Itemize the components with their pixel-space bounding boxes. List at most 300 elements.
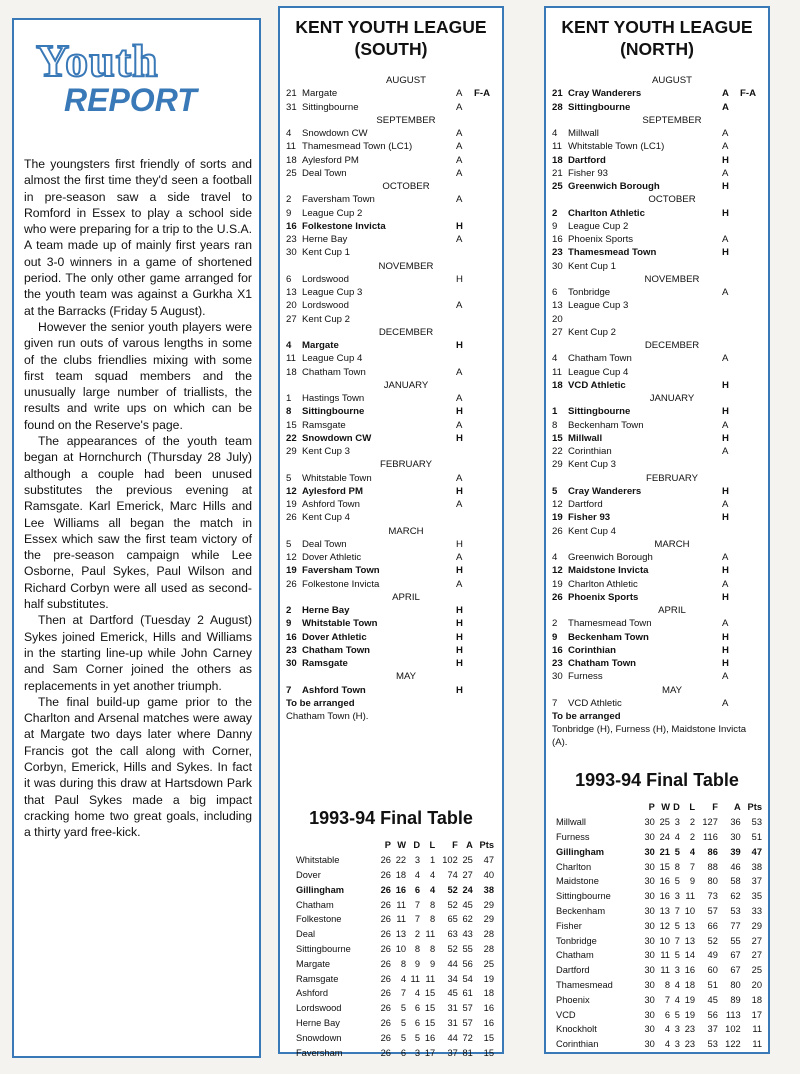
table-stat-cell: 80 (707, 876, 718, 887)
fixture-row (286, 405, 496, 418)
table-stat-cell: 16 (684, 965, 696, 976)
fixture-venue: A (722, 353, 729, 365)
fixture-date: 21 (552, 167, 563, 179)
fixture-row (552, 405, 762, 418)
fixture-opponent (568, 313, 722, 326)
table-stat-cell: 6 (414, 884, 421, 895)
table-header-cell: A (733, 802, 741, 813)
table-stat-cell: 7 (689, 861, 696, 872)
fixture-opponent: Corinthian (568, 446, 612, 457)
table-stat-cell: 14 (684, 950, 696, 961)
fixture-row (552, 207, 762, 220)
fixture-opponent: Herne Bay (302, 234, 348, 245)
table-row (296, 1001, 494, 1016)
month-header (286, 180, 496, 193)
month-name: AUGUST (652, 75, 692, 86)
fixture-date: 23 (286, 644, 297, 656)
table-stat-cell: 11 (410, 973, 421, 984)
table-stat-cell: 8 (430, 899, 436, 910)
table-team-cell: Whitstable (296, 855, 340, 866)
table-stat-cell: 16 (659, 891, 670, 902)
month-header (552, 193, 762, 206)
final-table (296, 838, 494, 1060)
fixture-opponent: Fisher 93 (568, 167, 608, 179)
table-stat-cell: 11 (425, 973, 436, 984)
to-be-arranged-label: To be arranged (286, 697, 355, 709)
fixture-row (286, 578, 496, 591)
table-team-cell: Charlton (556, 861, 592, 872)
fixture-row (552, 432, 762, 445)
fixture-opponent: Tonbridge (568, 287, 611, 298)
table-stat-cell: 18 (395, 869, 407, 880)
table-stat-cell: 30 (644, 994, 655, 1005)
table-stat-cell: 5 (674, 950, 680, 961)
fixture-venue (722, 366, 762, 379)
table-stat-cell: 18 (684, 979, 696, 990)
table-team-cell: Fisher (556, 920, 582, 931)
fixture-opponent: Margate (302, 88, 338, 100)
table-stat-cell: 52 (447, 884, 458, 895)
month-header (286, 260, 496, 273)
fixture-opponent: Kent Cup 3 (568, 459, 617, 471)
report-paragraph: Then at Dartford (Tuesday 2 August) Sykes joined Emerick, Hills and Williams in the starting line-up while John Carney and Sam Corner joined the others as replacements in yet another triumph. (24, 613, 252, 693)
fixture-opponent: Cray Wanderers (568, 88, 642, 100)
fixture-row (286, 246, 496, 259)
table-stat-cell: 9 (689, 876, 696, 887)
fixture-opponent: Chatham Town (302, 366, 366, 378)
fa-column-header: F-A (474, 88, 490, 100)
fixture-opponent: Kent Cup 4 (568, 525, 617, 537)
fixture-opponent: Dartford (568, 499, 603, 510)
table-stat-cell: 5 (674, 920, 680, 931)
table-header-cell: L (689, 802, 696, 813)
report-body (24, 156, 252, 840)
fixture-opponent: Aylesford PM (302, 485, 363, 497)
table-stat-cell: 16 (483, 1003, 494, 1014)
table-stat-cell: 5 (400, 1017, 407, 1028)
month-header (552, 684, 762, 697)
table-stat-cell: 13 (684, 920, 696, 931)
table-stat-cell: 3 (674, 891, 680, 902)
table-stat-cell: 40 (483, 869, 494, 880)
fixture-row (552, 485, 762, 498)
fixture-date: 9 (552, 631, 558, 643)
fixture-date: 26 (552, 525, 563, 537)
fixture-opponent: Deal Town (302, 538, 347, 550)
fixture-date: 7 (552, 697, 558, 709)
fixture-venue: A (722, 552, 729, 563)
table-row (296, 1030, 494, 1045)
fixture-opponent: Snowdown CW (302, 128, 368, 139)
table-stat-cell: 10 (659, 935, 670, 946)
fixture-opponent: Ramsgate (302, 658, 348, 669)
fixture-opponent: Aylesford PM (302, 154, 359, 166)
month-name: DECEMBER (378, 326, 434, 338)
fixture-row (552, 697, 762, 710)
fixture-row (552, 617, 762, 630)
table-stat-cell: 57 (462, 1017, 473, 1028)
fixture-opponent: Phoenix Sports (568, 591, 639, 603)
month-name: MAY (395, 671, 417, 683)
fixture-row (552, 551, 762, 564)
fixture-venue (456, 445, 496, 458)
fixture-opponent: Ashford Town (302, 684, 366, 696)
table-stat-cell: 56 (707, 1009, 718, 1020)
fixture-date: 27 (286, 313, 297, 325)
table-stat-cell: 23 (684, 1024, 696, 1035)
report-title-youth: Youth (36, 35, 159, 86)
table-stat-cell: 7 (414, 899, 421, 910)
table-stat-cell: 7 (674, 935, 680, 946)
fixture-row (286, 538, 496, 551)
fixture-opponent: Hastings Town (302, 393, 365, 404)
table-stat-cell: 20 (751, 979, 762, 990)
fixture-venue: H (722, 207, 729, 219)
fixture-row (552, 458, 762, 471)
table-stat-cell: 15 (483, 1047, 494, 1058)
fixture-date: 2 (552, 618, 558, 630)
table-stat-cell: 7 (400, 988, 407, 999)
fixture-row (552, 564, 762, 577)
table-stat-cell: 2 (689, 831, 696, 842)
fixture-venue: A (722, 101, 729, 113)
table-stat-cell: 4 (430, 869, 436, 880)
fixture-date: 29 (552, 459, 563, 471)
table-stat-cell: 5 (400, 1003, 407, 1014)
table-stat-cell: 30 (644, 1024, 655, 1035)
table-stat-cell: 10 (684, 905, 696, 916)
fixture-venue: A (722, 618, 729, 630)
table-stat-cell: 9 (430, 958, 436, 969)
fixture-date: 4 (552, 128, 558, 139)
table-stat-cell: 11 (396, 914, 407, 925)
table-row (556, 815, 762, 830)
league-title-line-2: (SOUTH) (354, 39, 428, 59)
table-stat-cell: 8 (430, 943, 436, 954)
table-stat-cell: 102 (725, 1024, 741, 1035)
fixture-date: 26 (286, 512, 297, 524)
table-stat-cell: 62 (730, 891, 741, 902)
table-stat-cell: 26 (380, 855, 391, 866)
fixture-venue: A (456, 101, 463, 113)
league-title (546, 16, 768, 60)
table-stat-cell: 25 (751, 965, 762, 976)
fixture-opponent: Beckenham Town (568, 631, 649, 643)
table-stat-cell: 17 (751, 1009, 762, 1020)
fixture-date: 1 (286, 393, 292, 404)
fixture-opponent: Ashford Town (302, 499, 360, 510)
table-stat-cell: 44 (447, 1032, 458, 1043)
fixture-venue: H (456, 432, 463, 444)
table-stat-cell: 29 (751, 920, 762, 931)
fixture-opponent: Greenwich Borough (568, 552, 653, 563)
table-team-cell: Folkestone (296, 914, 342, 925)
fixture-opponent: Charlton Athletic (568, 578, 638, 590)
table-stat-cell: 26 (380, 914, 391, 925)
fixture-row (286, 617, 496, 630)
table-stat-cell: 57 (707, 905, 718, 916)
fixture-date: 15 (286, 419, 297, 431)
table-stat-cell: 26 (380, 943, 391, 954)
table-stat-cell: 8 (674, 861, 680, 872)
month-header (552, 114, 762, 127)
table-stat-cell: 102 (442, 855, 458, 866)
table-row (296, 1016, 494, 1031)
table-team-cell: Furness (556, 831, 590, 842)
fixture-date: 19 (286, 565, 297, 577)
fixture-venue: A (722, 287, 729, 298)
fixture-venue: A (456, 578, 463, 590)
fixture-venue: A (456, 419, 463, 431)
fixture-opponent: Dover Athletic (302, 552, 362, 563)
table-stat-cell: 55 (730, 935, 741, 946)
table-stat-cell: 5 (674, 1009, 680, 1020)
table-stat-cell: 26 (380, 899, 391, 910)
fixture-venue: H (722, 154, 729, 166)
table-stat-cell: 7 (674, 905, 680, 916)
table-stat-cell: 89 (730, 994, 741, 1005)
fixture-opponent: VCD Athletic (568, 379, 626, 391)
fixture-row (286, 207, 496, 220)
fixture-date: 31 (286, 101, 297, 113)
fixture-date: 13 (286, 287, 297, 298)
report-title-report: REPORT (64, 82, 197, 118)
fixture-venue (722, 525, 762, 538)
fixture-row (552, 220, 762, 233)
fixture-date: 11 (286, 141, 296, 153)
table-stat-cell: 36 (730, 817, 741, 828)
fixture-date: 9 (286, 618, 292, 630)
table-stat-cell: 15 (424, 1017, 436, 1028)
table-stat-cell: 26 (380, 884, 391, 895)
month-name: APRIL (392, 591, 420, 603)
fixture-opponent: Beckenham Town (568, 419, 644, 431)
table-stat-cell: 26 (380, 958, 391, 969)
table-row (556, 933, 762, 948)
fixture-venue: H (456, 220, 463, 232)
table-stat-cell: 38 (483, 884, 494, 895)
month-name: MAY (661, 684, 683, 696)
fixture-date: 12 (552, 499, 563, 510)
table-header-cell: Pts (479, 840, 494, 851)
table-stat-cell: 4 (664, 1039, 670, 1050)
table-stat-cell: 30 (644, 891, 655, 902)
fixture-date: 11 (552, 366, 562, 378)
fixture-date: 9 (552, 220, 558, 232)
table-stat-cell: 28 (483, 943, 494, 954)
table-stat-cell: 21 (659, 846, 670, 857)
fixture-venue: A (722, 499, 729, 510)
table-stat-cell: 4 (414, 988, 421, 999)
table-stat-cell: 4 (664, 1024, 670, 1035)
fixture-row (286, 366, 496, 379)
table-stat-cell: 10 (395, 943, 407, 954)
month-name: NOVEMBER (378, 260, 434, 272)
table-stat-cell: 15 (483, 1032, 494, 1043)
table-row (296, 868, 494, 883)
fixture-row (286, 419, 496, 432)
fixture-venue: H (456, 485, 463, 497)
fixture-row (286, 167, 496, 180)
fixture-opponent: Phoenix Sports (568, 234, 634, 245)
table-stat-cell: 74 (447, 869, 458, 880)
table-team-cell: Snowdown (296, 1032, 342, 1043)
fixture-date: 1 (552, 406, 558, 418)
fixture-row (552, 578, 762, 591)
table-stat-cell: 88 (707, 861, 718, 872)
fixture-venue: A (456, 88, 463, 100)
fixture-opponent: Lordswood (302, 300, 349, 312)
fixture-row (286, 299, 496, 312)
table-team-cell: Maidstone (556, 876, 599, 887)
table-stat-cell: 12 (659, 920, 670, 931)
fixture-venue: H (456, 340, 463, 351)
table-row (296, 853, 494, 868)
fixture-venue (456, 286, 496, 299)
table-stat-cell: 51 (751, 831, 762, 842)
fixture-opponent: League Cup 2 (302, 207, 363, 219)
fixture-row (286, 498, 496, 511)
fixture-opponent: Sittingbourne (302, 406, 365, 418)
table-row (296, 956, 494, 971)
fixture-venue: H (456, 618, 463, 630)
league-title-line-1: KENT YOUTH LEAGUE (561, 17, 753, 37)
fixture-date: 23 (552, 658, 563, 669)
fixture-venue: A (722, 88, 729, 100)
table-team-cell: Margate (296, 958, 331, 969)
fixture-venue: H (722, 631, 729, 643)
table-stat-cell: 30 (644, 876, 655, 887)
table-stat-cell: 52 (447, 943, 458, 954)
table-team-cell: Knockholt (556, 1024, 597, 1035)
table-stat-cell: 4 (689, 846, 696, 857)
table-stat-cell: 26 (380, 1017, 391, 1028)
table-stat-cell: 44 (447, 958, 458, 969)
fixture-date: 19 (552, 578, 563, 590)
table-stat-cell: 4 (400, 973, 407, 984)
fixture-date: 21 (552, 88, 563, 100)
fixture-row (552, 233, 762, 246)
fixture-row (552, 140, 762, 153)
table-team-cell: Lordswood (296, 1003, 342, 1014)
table-team-cell: Sittingbourne (296, 943, 351, 954)
to-be-arranged (286, 697, 496, 723)
fixture-date: 5 (286, 472, 292, 484)
fixture-row (552, 366, 762, 379)
fixture-venue: H (456, 273, 463, 285)
fixture-row (552, 286, 762, 299)
table-stat-cell: 5 (674, 846, 680, 857)
fixture-venue: H (722, 432, 729, 444)
table-stat-cell: 13 (684, 935, 696, 946)
table-stat-cell: 52 (447, 899, 458, 910)
table-header-cell: P (648, 802, 655, 813)
table-stat-cell: 7 (664, 994, 670, 1005)
fixture-row (552, 101, 762, 114)
table-team-cell: VCD (556, 1009, 576, 1020)
table-stat-cell: 31 (447, 1003, 458, 1014)
fixture-opponent: Margate (302, 340, 339, 351)
fixture-opponent: League Cup 3 (302, 287, 363, 298)
table-row (556, 978, 762, 993)
fixture-date: 8 (552, 419, 558, 431)
fixture-venue: A (722, 128, 729, 139)
final-table-title: 1993-94 Final Table (309, 808, 473, 828)
fixture-venue: H (722, 644, 729, 656)
table-stat-cell: 24 (462, 884, 473, 895)
table-stat-cell: 38 (751, 861, 762, 872)
fixture-row (286, 220, 496, 233)
fixture-row (286, 127, 496, 140)
table-team-cell: Chatham (556, 950, 594, 961)
table-stat-cell: 54 (462, 973, 473, 984)
fixture-date: 30 (552, 671, 563, 683)
table-stat-cell: 27 (462, 869, 473, 880)
fixture-venue: H (456, 538, 463, 550)
fixture-date: 30 (552, 260, 563, 272)
fixture-opponent: Chatham Town (568, 658, 637, 669)
table-team-cell: Dover (296, 869, 321, 880)
fixture-opponent: Snowdown CW (302, 432, 372, 444)
table-stat-cell: 30 (644, 979, 655, 990)
table-stat-cell: 3 (674, 965, 680, 976)
fixture-opponent: Sittingbourne (568, 406, 631, 418)
fixture-row (286, 551, 496, 564)
table-stat-cell: 57 (462, 1003, 473, 1014)
to-be-arranged-text: Chatham Town (H). (286, 710, 369, 722)
table-stat-cell: 4 (674, 979, 680, 990)
table-row (296, 942, 494, 957)
fixture-row (552, 419, 762, 432)
table-team-cell: Millwall (556, 817, 586, 828)
fixture-row (286, 511, 496, 524)
fixture-date: 19 (552, 512, 563, 524)
table-stat-cell: 27 (751, 935, 762, 946)
to-be-arranged-text: Tonbridge (H), Furness (H), Maidstone Invicta (A). (552, 724, 747, 748)
fixture-opponent: Kent Cup 4 (302, 512, 351, 524)
table-stat-cell: 8 (664, 979, 670, 990)
fixture-opponent: Kent Cup 3 (302, 446, 351, 457)
fixture-date: 18 (552, 154, 563, 166)
fixture-venue: A (722, 446, 729, 457)
month-header (286, 591, 496, 604)
fixture-opponent: Thamesmead Town (568, 247, 657, 259)
table-stat-cell: 11 (396, 899, 407, 910)
fixture-venue: H (722, 406, 729, 418)
table-stat-cell: 51 (707, 979, 718, 990)
fixture-row (552, 591, 762, 604)
table-row (296, 912, 494, 927)
fixture-venue (722, 458, 762, 471)
fixture-date: 28 (552, 101, 563, 113)
table-row (296, 986, 494, 1001)
table-header-cell: W (397, 840, 407, 851)
to-be-arranged-label: To be arranged (552, 711, 621, 722)
table-stat-cell: 15 (424, 988, 436, 999)
table-stat-cell: 30 (730, 831, 741, 842)
league-title-line-2: (NORTH) (620, 39, 694, 59)
fixture-date: 12 (286, 485, 297, 497)
fixture-row (286, 313, 496, 326)
fixture-venue: H (722, 591, 729, 603)
fixture-row (552, 498, 762, 511)
table-stat-cell: 31 (447, 1017, 458, 1028)
fixture-venue: A (456, 366, 463, 378)
table-header-cell: W (661, 802, 670, 813)
fixture-opponent: Sittingbourne (302, 101, 359, 113)
month-header (286, 458, 496, 471)
table-stat-cell: 127 (702, 817, 718, 828)
